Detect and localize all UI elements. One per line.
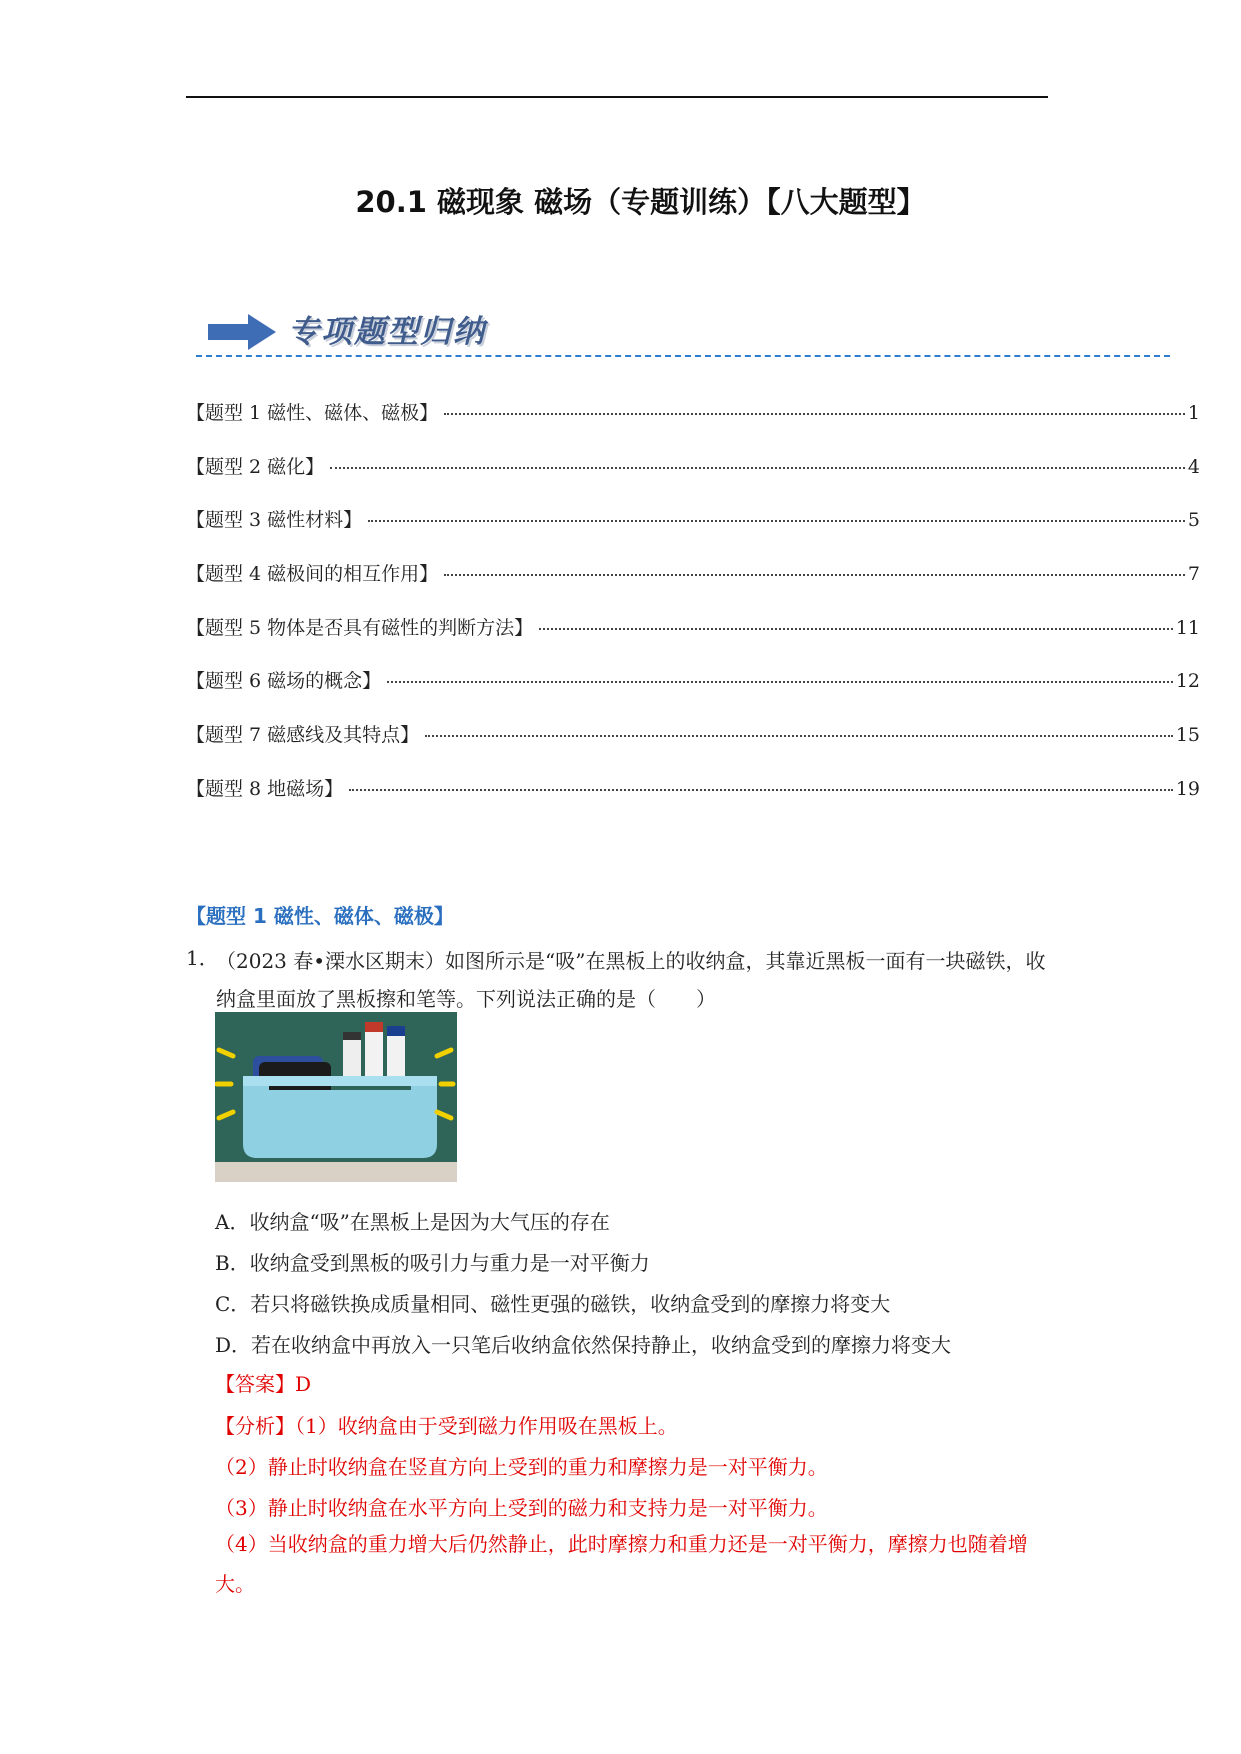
toc-item[interactable] xyxy=(186,720,1200,774)
toc-item-page: 15 xyxy=(1175,724,1200,747)
section-heading: 【题型 1 磁性、磁体、磁极】 xyxy=(186,904,454,928)
toc-item[interactable] xyxy=(186,559,1200,613)
toc-item-label: 【题型 4 磁极间的相互作用】 xyxy=(186,563,439,586)
toc-leader-dots xyxy=(425,735,1173,737)
toc-item-label: 【题型 6 磁场的概念】 xyxy=(186,670,382,693)
toc-item[interactable] xyxy=(186,613,1200,667)
toc-leader-dots xyxy=(387,681,1173,683)
toc-item-label: 【题型 3 磁性材料】 xyxy=(186,509,363,532)
toc-leader-dots xyxy=(330,467,1185,469)
analysis-line: 【分析】（1）收纳盒由于受到磁力作用吸在黑板上。 xyxy=(215,1414,678,1438)
toc-item-label: 【题型 5 物体是否具有磁性的判断方法】 xyxy=(186,616,534,639)
toc-leader-dots xyxy=(368,520,1185,522)
toc-leader-dots xyxy=(349,789,1173,791)
storage-box-photo xyxy=(215,1012,457,1182)
toc-item-label: 【题型 1 磁性、磁体、磁极】 xyxy=(186,402,439,424)
page-title: 20.1 磁现象 磁场（专题训练）【八大题型】 xyxy=(355,185,926,219)
answer: 【答案】D xyxy=(215,1372,312,1396)
toc-item-page: 4 xyxy=(1187,455,1200,478)
option-b: B．收纳盒受到黑板的吸引力与重力是一对平衡力 xyxy=(215,1251,650,1275)
table-of-contents xyxy=(186,398,1200,828)
toc-item[interactable] xyxy=(186,774,1200,828)
toc-item-page: 12 xyxy=(1175,670,1200,693)
banner-divider xyxy=(196,355,1170,357)
toc-item-page: 19 xyxy=(1175,777,1200,800)
toc-item[interactable] xyxy=(186,505,1200,559)
analysis-line: （4）当收纳盒的重力增大后仍然静止，此时摩擦力和重力还是一对平衡力，摩擦力也随着增大。 xyxy=(215,1532,1028,1596)
question-stem: （2023 春•溧水区期末）如图所示是“吸”在黑板上的收纳盒，其靠近黑板一面有一块磁铁，收纳盒里面放了黑板擦和笔等。下列说法正确的是（ ） xyxy=(216,949,1046,1011)
question-number: 1． xyxy=(186,946,219,970)
option-a: A．收纳盒“吸”在黑板上是因为大气压的存在 xyxy=(215,1210,610,1234)
toc-item-label: 【题型 2 磁化】 xyxy=(186,455,325,478)
toc-item-page: 11 xyxy=(1175,616,1200,639)
toc-item[interactable] xyxy=(186,666,1200,720)
banner-title: 专项题型归纳 xyxy=(288,314,486,350)
option-c: C．若只将磁铁换成质量相同、磁性更强的磁铁，收纳盒受到的摩擦力将变大 xyxy=(215,1292,891,1316)
toc-leader-dots xyxy=(539,628,1173,630)
toc-item-page: 1 xyxy=(1187,402,1200,424)
section-banner xyxy=(208,312,508,356)
toc-item-label: 【题型 7 磁感线及其特点】 xyxy=(186,724,420,747)
option-d: D．若在收纳盒中再放入一只笔后收纳盒依然保持静止，收纳盒受到的摩擦力将变大 xyxy=(215,1333,952,1357)
toc-leader-dots xyxy=(444,413,1185,415)
toc-item[interactable] xyxy=(186,452,1200,506)
arrow-right-icon xyxy=(208,312,276,352)
toc-leader-dots xyxy=(444,574,1185,576)
analysis-line: （3）静止时收纳盒在水平方向上受到的磁力和支持力是一对平衡力。 xyxy=(215,1496,828,1520)
toc-item-page: 5 xyxy=(1187,509,1200,532)
toc-item-label: 【题型 8 地磁场】 xyxy=(186,777,344,800)
analysis-line: （2）静止时收纳盒在竖直方向上受到的重力和摩擦力是一对平衡力。 xyxy=(215,1455,828,1479)
toc-item-page: 7 xyxy=(1187,563,1200,586)
header-rule xyxy=(186,96,1048,98)
toc-item[interactable] xyxy=(186,398,1200,452)
